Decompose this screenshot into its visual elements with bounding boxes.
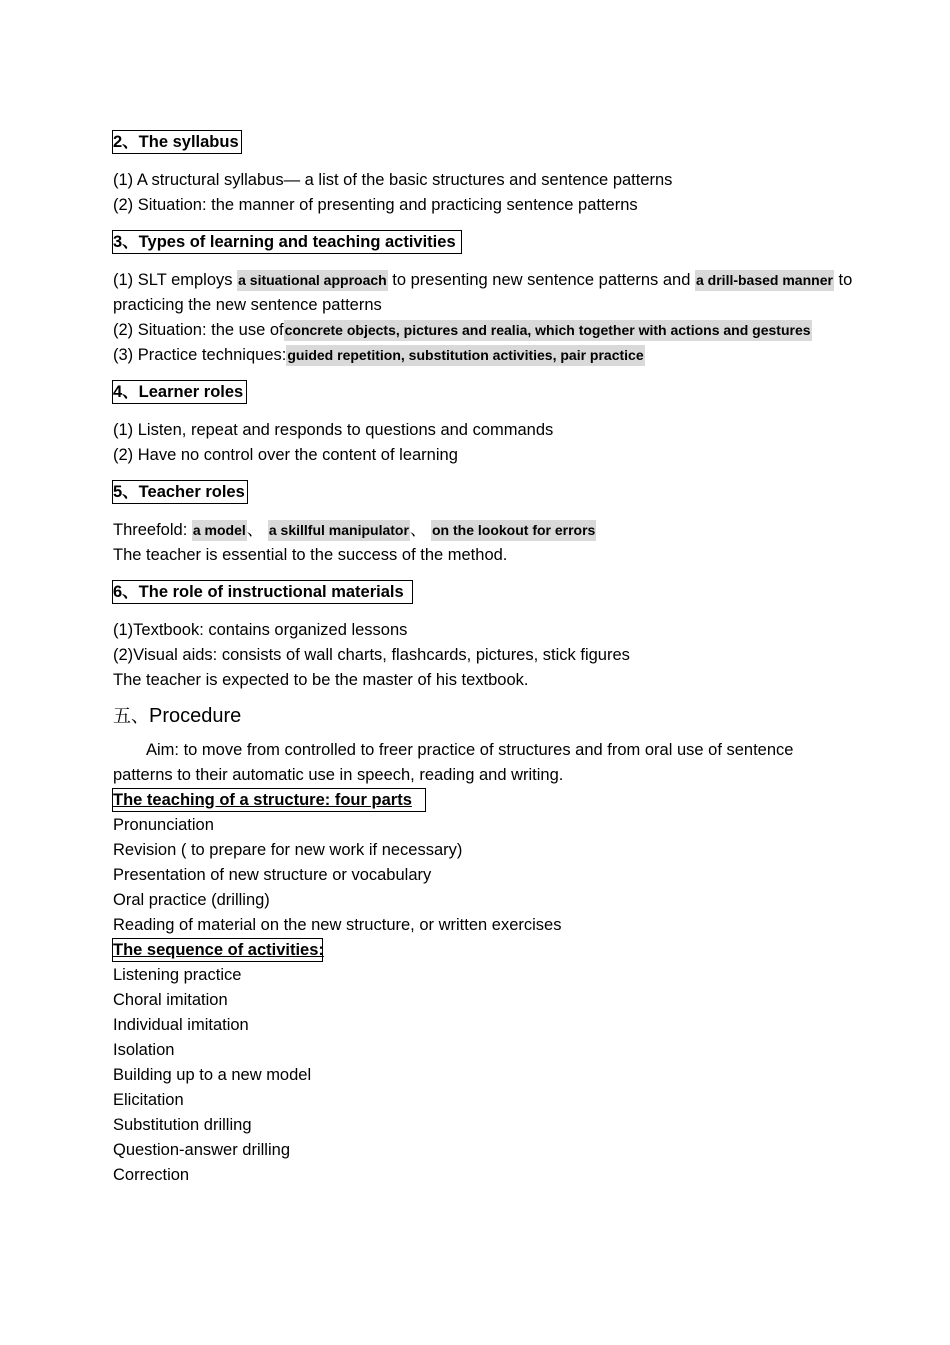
syllabus-line-1: (1) A structural syllabus— a list of the basic structures and sentence patterns [113, 171, 673, 189]
section-heading-activities: 3、Types of learning and teaching activities [113, 230, 873, 254]
teaching-item: Pronunciation [113, 816, 214, 834]
activities-line-3: (3) Practice techniques:guided repetition, substitution activities, pair practice [113, 346, 644, 364]
syllabus-line-2: (2) Situation: the manner of presenting and practicing sentence patterns [113, 196, 638, 214]
highlight-situational-approach: a situational approach [237, 270, 388, 291]
teaching-item: Reading of material on the new structure, or written exercises [113, 916, 562, 934]
teaching-item: Presentation of new structure or vocabulary [113, 866, 432, 884]
highlight-concrete-objects: concrete objects, pictures and realia, which together with actions and gestures [284, 320, 812, 341]
heading-frame [112, 480, 248, 504]
section-heading-syllabus: 2、The syllabus [113, 130, 873, 154]
heading-frame [112, 938, 323, 962]
sequence-item: Individual imitation [113, 1016, 249, 1034]
learner-line-1: (1) Listen, repeat and responds to questions and commands [113, 421, 554, 439]
sequence-item: Elicitation [113, 1091, 184, 1109]
document-page [113, 130, 873, 1188]
sequence-item: Choral imitation [113, 991, 228, 1009]
sequence-item: Isolation [113, 1041, 175, 1059]
materials-line-1: (1)Textbook: contains organized lessons [113, 621, 408, 639]
heading-frame [112, 230, 462, 254]
heading-frame [112, 580, 413, 604]
sequence-item: Question-answer drilling [113, 1141, 290, 1159]
activities-line-1: (1) SLT employs a situational approach to presenting new sentence patterns and a drill-based manner to practicing the new sentence patterns [113, 271, 853, 314]
activities-line-2: (2) Situation: the use ofconcrete objects, pictures and realia, which together with actions and gestures [113, 321, 811, 339]
materials-line-2: (2)Visual aids: consists of wall charts, flashcards, pictures, stick figures [113, 646, 630, 664]
sequence-item: Building up to a new model [113, 1066, 312, 1084]
highlight-role-lookout: on the lookout for errors [431, 520, 596, 541]
sequence-item: Correction [113, 1166, 190, 1184]
section-heading-learner-roles: 4、Learner roles [113, 380, 873, 404]
aim-line-2: patterns to their automatic use in speech, reading and writing. [113, 766, 564, 784]
teacher-note: The teacher is essential to the success of the method. [113, 546, 508, 564]
section-heading-teacher-roles: 5、Teacher roles [113, 480, 873, 504]
highlight-drill-based-manner: a drill-based manner [695, 270, 834, 291]
teaching-structure-heading: The teaching of a structure: four parts [113, 788, 873, 813]
sequence-item: Substitution drilling [113, 1116, 252, 1134]
section-heading-materials: 6、The role of instructional materials [113, 580, 873, 604]
teaching-item: Revision ( to prepare for new work if necessary) [113, 841, 463, 859]
highlight-practice-techniques: guided repetition, substitution activities, pair practice [286, 345, 644, 366]
heading-frame [112, 380, 247, 404]
highlight-role-manipulator: a skillful manipulator [268, 520, 410, 541]
highlight-role-model: a model [192, 520, 247, 541]
heading-frame [112, 788, 426, 812]
materials-line-3: The teacher is expected to be the master of his textbook. [113, 671, 529, 689]
learner-line-2: (2) Have no control over the content of learning [113, 446, 458, 464]
heading-frame [112, 130, 242, 154]
sequence-heading: The sequence of activities: [113, 938, 873, 963]
procedure-title: 五、Procedure [113, 705, 242, 727]
sequence-item: Listening practice [113, 966, 242, 984]
aim-line-1: Aim: to move from controlled to freer practice of structures and from oral use of sentence [146, 741, 794, 759]
teacher-threefold-line: Threefold: a model、 a skillful manipulator、 on the lookout for errors [113, 521, 596, 539]
teaching-item: Oral practice (drilling) [113, 891, 270, 909]
